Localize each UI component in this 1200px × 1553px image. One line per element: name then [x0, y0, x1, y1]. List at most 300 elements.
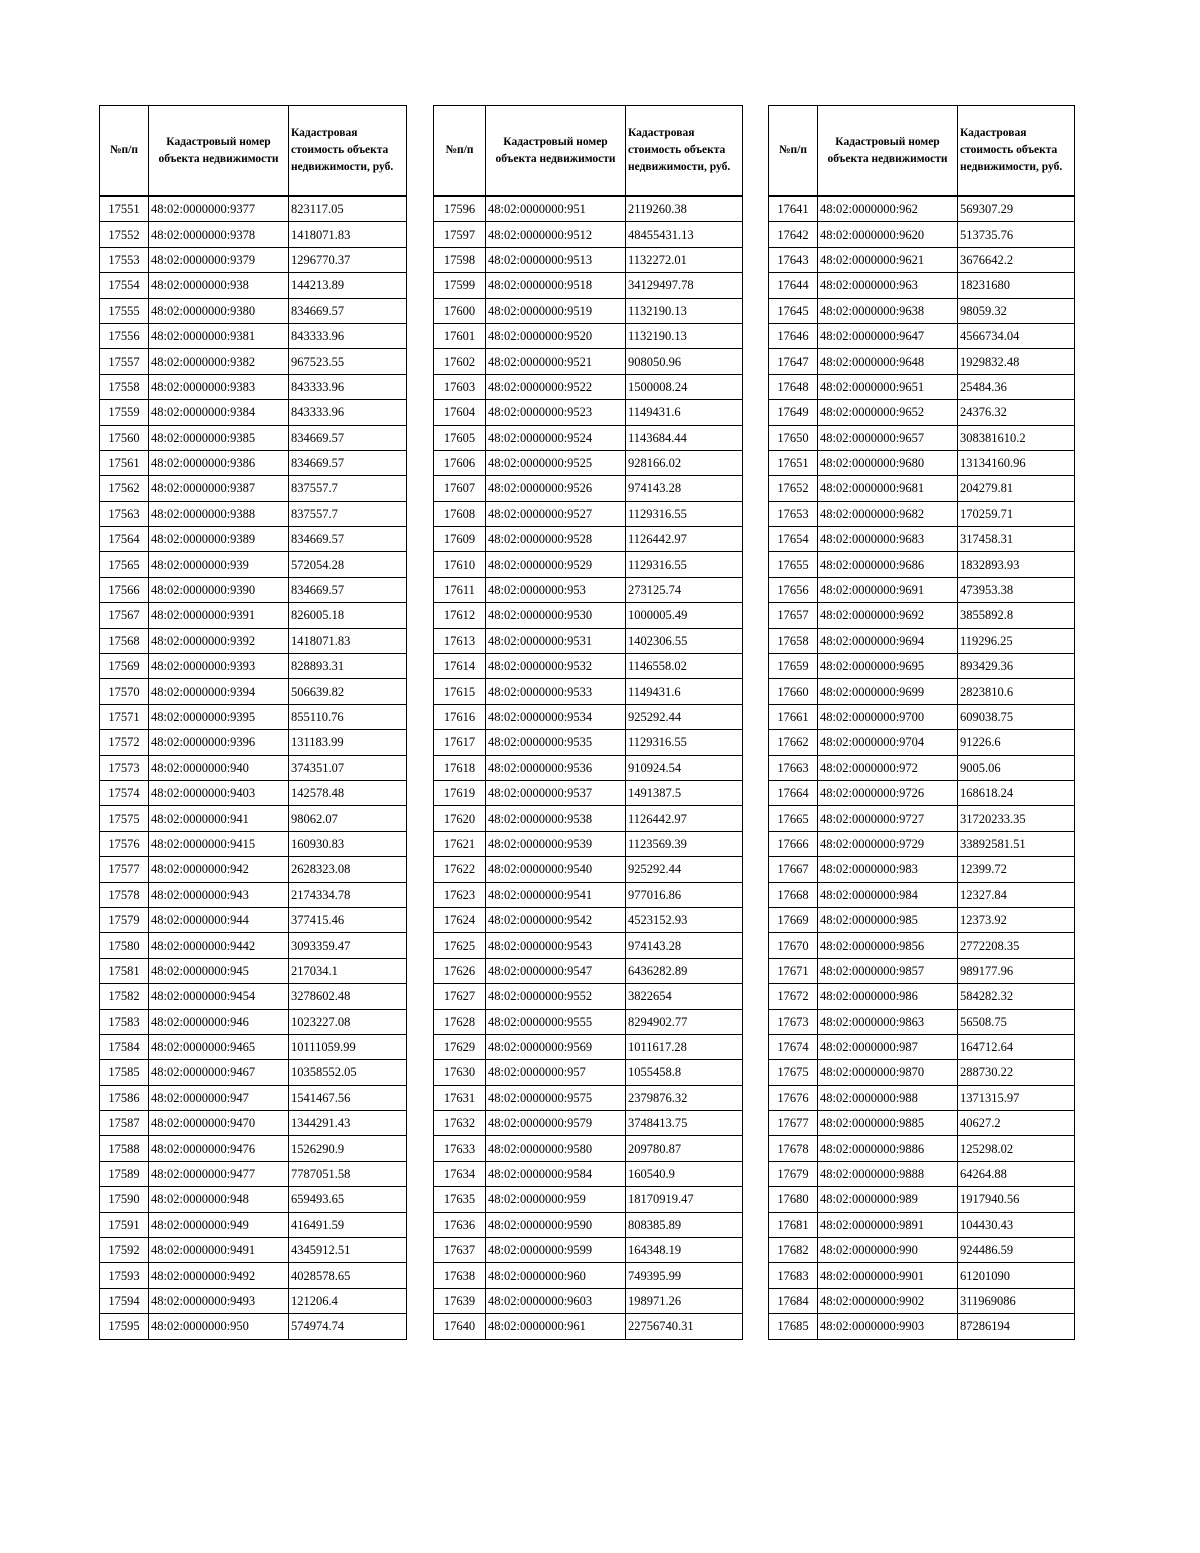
row-number-cell: 17551	[100, 196, 149, 222]
cadastral-value-cell: 10111059.99	[289, 1034, 407, 1059]
cadastral-value-cell: 855110.76	[289, 704, 407, 729]
cadastral-number-cell: 48:02:0000000:9680	[818, 450, 958, 475]
table-row	[434, 755, 743, 780]
cadastral-number-cell: 48:02:0000000:9539	[486, 831, 626, 856]
header-cadastral-number: Кадастровый номер объекта недвижимости	[818, 106, 958, 197]
table-row	[769, 882, 1075, 907]
cadastral-number-cell: 48:02:0000000:9536	[486, 755, 626, 780]
cadastral-value-cell: 834669.57	[289, 527, 407, 552]
table-row	[769, 1085, 1075, 1110]
cadastral-value-cell: 837557.7	[289, 501, 407, 526]
cadastral-number-cell: 48:02:0000000:9901	[818, 1263, 958, 1288]
row-number-cell: 17619	[434, 780, 486, 805]
row-number-cell: 17635	[434, 1187, 486, 1212]
cadastral-value-cell: 168618.24	[958, 780, 1075, 805]
row-number-cell: 17622	[434, 857, 486, 882]
table-row	[100, 984, 407, 1009]
table-row	[434, 527, 743, 552]
cadastral-number-cell: 48:02:0000000:9552	[486, 984, 626, 1009]
cadastral-value-cell: 977016.86	[626, 882, 743, 907]
header-cadastral-value: Кадастровая стоимость объекта недвижимости, руб.	[626, 106, 743, 197]
cadastral-number-cell: 48:02:0000000:9682	[818, 501, 958, 526]
cadastral-value-cell: 1929832.48	[958, 349, 1075, 374]
row-number-cell: 17608	[434, 501, 486, 526]
table-row	[434, 882, 743, 907]
cadastral-value-cell: 989177.96	[958, 958, 1075, 983]
cadastral-number-cell: 48:02:0000000:9694	[818, 628, 958, 653]
cadastral-value-cell: 1126442.97	[626, 527, 743, 552]
cadastral-value-cell: 13134160.96	[958, 450, 1075, 475]
row-number-cell: 17634	[434, 1161, 486, 1186]
cadastral-value-cell: 1526290.9	[289, 1136, 407, 1161]
cadastral-number-cell: 48:02:0000000:9491	[149, 1238, 289, 1263]
header-cadastral-value: Кадастровая стоимость объекта недвижимости, руб.	[958, 106, 1075, 197]
cadastral-number-cell: 48:02:0000000:987	[818, 1034, 958, 1059]
table-row	[769, 1212, 1075, 1237]
row-number-cell: 17673	[769, 1009, 818, 1034]
cadastral-number-cell: 48:02:0000000:9388	[149, 501, 289, 526]
table-row	[769, 1034, 1075, 1059]
cadastral-number-cell: 48:02:0000000:9584	[486, 1161, 626, 1186]
table-row	[769, 755, 1075, 780]
row-number-cell: 17678	[769, 1136, 818, 1161]
row-number-cell: 17603	[434, 374, 486, 399]
cadastral-number-cell: 48:02:0000000:940	[149, 755, 289, 780]
row-number-cell: 17584	[100, 1034, 149, 1059]
cadastral-number-cell: 48:02:0000000:9692	[818, 603, 958, 628]
table-row	[100, 196, 407, 222]
cadastral-number-cell: 48:02:0000000:9651	[818, 374, 958, 399]
row-number-cell: 17604	[434, 400, 486, 425]
table-row	[100, 450, 407, 475]
row-number-cell: 17556	[100, 323, 149, 348]
row-number-cell: 17590	[100, 1187, 149, 1212]
cadastral-value-cell: 3748413.75	[626, 1111, 743, 1136]
table-row	[100, 501, 407, 526]
table-row	[769, 933, 1075, 958]
cadastral-number-cell: 48:02:0000000:988	[818, 1085, 958, 1110]
cadastral-value-cell: 834669.57	[289, 577, 407, 602]
table-row	[434, 501, 743, 526]
cadastral-value-cell: 834669.57	[289, 298, 407, 323]
table-row	[434, 831, 743, 856]
row-number-cell: 17572	[100, 730, 149, 755]
table-row	[100, 374, 407, 399]
row-number-cell: 17564	[100, 527, 149, 552]
cadastral-number-cell: 48:02:0000000:9886	[818, 1136, 958, 1161]
row-number-cell: 17596	[434, 196, 486, 222]
row-number-cell: 17642	[769, 222, 818, 247]
table-header-row	[100, 106, 407, 197]
table-row	[769, 552, 1075, 577]
row-number-cell: 17629	[434, 1034, 486, 1059]
row-number-cell: 17661	[769, 704, 818, 729]
cadastral-number-cell: 48:02:0000000:9575	[486, 1085, 626, 1110]
row-number-cell: 17558	[100, 374, 149, 399]
row-number-cell: 17583	[100, 1009, 149, 1034]
row-number-cell: 17615	[434, 679, 486, 704]
cadastral-number-cell: 48:02:0000000:9525	[486, 450, 626, 475]
table-row	[434, 196, 743, 222]
cadastral-value-cell: 2823810.6	[958, 679, 1075, 704]
cadastral-value-cell: 1344291.43	[289, 1111, 407, 1136]
table-row	[434, 476, 743, 501]
row-number-cell: 17671	[769, 958, 818, 983]
cadastral-number-cell: 48:02:0000000:9492	[149, 1263, 289, 1288]
cadastral-number-cell: 48:02:0000000:9518	[486, 273, 626, 298]
cadastral-number-cell: 48:02:0000000:9380	[149, 298, 289, 323]
row-number-cell: 17587	[100, 1111, 149, 1136]
cadastral-value-cell: 4523152.93	[626, 907, 743, 932]
cadastral-number-cell: 48:02:0000000:9532	[486, 654, 626, 679]
row-number-cell: 17675	[769, 1060, 818, 1085]
cadastral-number-cell: 48:02:0000000:9683	[818, 527, 958, 552]
row-number-cell: 17638	[434, 1263, 486, 1288]
cadastral-number-cell: 48:02:0000000:9543	[486, 933, 626, 958]
table-row	[434, 654, 743, 679]
cadastral-number-cell: 48:02:0000000:960	[486, 1263, 626, 1288]
row-number-cell: 17676	[769, 1085, 818, 1110]
row-number-cell: 17625	[434, 933, 486, 958]
cadastral-number-cell: 48:02:0000000:9389	[149, 527, 289, 552]
table-row	[769, 679, 1075, 704]
table-row	[100, 730, 407, 755]
table-row	[769, 907, 1075, 932]
cadastral-value-cell: 506639.82	[289, 679, 407, 704]
table-row	[769, 831, 1075, 856]
cadastral-value-cell: 121206.4	[289, 1288, 407, 1313]
row-number-cell: 17552	[100, 222, 149, 247]
table-row	[434, 450, 743, 475]
cadastral-number-cell: 48:02:0000000:9391	[149, 603, 289, 628]
cadastral-value-cell: 1023227.08	[289, 1009, 407, 1034]
table-body	[100, 196, 407, 1339]
row-number-cell: 17612	[434, 603, 486, 628]
row-number-cell: 17664	[769, 780, 818, 805]
cadastral-number-cell: 48:02:0000000:9603	[486, 1288, 626, 1313]
row-number-cell: 17569	[100, 654, 149, 679]
cadastral-value-cell: 7787051.58	[289, 1161, 407, 1186]
cadastral-value-cell: 1149431.6	[626, 679, 743, 704]
row-number-cell: 17649	[769, 400, 818, 425]
cadastral-number-cell: 48:02:0000000:953	[486, 577, 626, 602]
cadastral-value-cell: 164712.64	[958, 1034, 1075, 1059]
cadastral-number-cell: 48:02:0000000:9512	[486, 222, 626, 247]
cadastral-number-cell: 48:02:0000000:9381	[149, 323, 289, 348]
cadastral-number-cell: 48:02:0000000:9454	[149, 984, 289, 1009]
header-number: №п/п	[434, 106, 486, 197]
cadastral-value-cell: 974143.28	[626, 476, 743, 501]
cadastral-number-cell: 48:02:0000000:9465	[149, 1034, 289, 1059]
row-number-cell: 17574	[100, 780, 149, 805]
row-number-cell: 17553	[100, 247, 149, 272]
cadastral-value-cell: 12373.92	[958, 907, 1075, 932]
cadastral-value-cell: 924486.59	[958, 1238, 1075, 1263]
table-row	[100, 1161, 407, 1186]
row-number-cell: 17660	[769, 679, 818, 704]
cadastral-value-cell: 204279.81	[958, 476, 1075, 501]
cadastral-value-cell: 513735.76	[958, 222, 1075, 247]
cadastral-number-cell: 48:02:0000000:9699	[818, 679, 958, 704]
cadastral-number-cell: 48:02:0000000:9727	[818, 806, 958, 831]
row-number-cell: 17667	[769, 857, 818, 882]
row-number-cell: 17632	[434, 1111, 486, 1136]
row-number-cell: 17665	[769, 806, 818, 831]
row-number-cell: 17639	[434, 1288, 486, 1313]
row-number-cell: 17595	[100, 1314, 149, 1339]
row-number-cell: 17628	[434, 1009, 486, 1034]
cadastral-number-cell: 48:02:0000000:9691	[818, 577, 958, 602]
row-number-cell: 17677	[769, 1111, 818, 1136]
cadastral-number-cell: 48:02:0000000:9729	[818, 831, 958, 856]
cadastral-value-cell: 834669.57	[289, 450, 407, 475]
cadastral-number-cell: 48:02:0000000:9520	[486, 323, 626, 348]
cadastral-value-cell: 893429.36	[958, 654, 1075, 679]
cadastral-value-cell: 1132190.13	[626, 323, 743, 348]
cadastral-value-cell: 1500008.24	[626, 374, 743, 399]
header-number: №п/п	[100, 106, 149, 197]
table-row	[100, 603, 407, 628]
cadastral-value-cell: 2379876.32	[626, 1085, 743, 1110]
cadastral-number-cell: 48:02:0000000:984	[818, 882, 958, 907]
cadastral-number-cell: 48:02:0000000:9686	[818, 552, 958, 577]
cadastral-number-cell: 48:02:0000000:963	[818, 273, 958, 298]
cadastral-number-cell: 48:02:0000000:9526	[486, 476, 626, 501]
row-number-cell: 17605	[434, 425, 486, 450]
table-row	[769, 349, 1075, 374]
table-row	[769, 1263, 1075, 1288]
table-row	[434, 1060, 743, 1085]
row-number-cell: 17573	[100, 755, 149, 780]
table-row	[769, 628, 1075, 653]
table-row	[100, 527, 407, 552]
cadastral-value-cell: 64264.88	[958, 1161, 1075, 1186]
table-row	[434, 425, 743, 450]
cadastral-number-cell: 48:02:0000000:990	[818, 1238, 958, 1263]
table-row	[434, 298, 743, 323]
cadastral-number-cell: 48:02:0000000:9580	[486, 1136, 626, 1161]
row-number-cell: 17555	[100, 298, 149, 323]
cadastral-value-cell: 609038.75	[958, 704, 1075, 729]
cadastral-value-cell: 749395.99	[626, 1263, 743, 1288]
row-number-cell: 17563	[100, 501, 149, 526]
row-number-cell: 17662	[769, 730, 818, 755]
cadastral-number-cell: 48:02:0000000:989	[818, 1187, 958, 1212]
cadastral-value-cell: 584282.32	[958, 984, 1075, 1009]
row-number-cell: 17594	[100, 1288, 149, 1313]
cadastral-value-cell: 1143684.44	[626, 425, 743, 450]
cadastral-number-cell: 48:02:0000000:9700	[818, 704, 958, 729]
row-number-cell: 17571	[100, 704, 149, 729]
table-row	[100, 806, 407, 831]
cadastral-number-cell: 48:02:0000000:9377	[149, 196, 289, 222]
cadastral-number-cell: 48:02:0000000:9385	[149, 425, 289, 450]
table-row	[100, 552, 407, 577]
row-number-cell: 17588	[100, 1136, 149, 1161]
cadastral-value-cell: 826005.18	[289, 603, 407, 628]
row-number-cell: 17593	[100, 1263, 149, 1288]
row-number-cell: 17620	[434, 806, 486, 831]
table-row	[769, 1136, 1075, 1161]
cadastral-value-cell: 1917940.56	[958, 1187, 1075, 1212]
cadastral-value-cell: 843333.96	[289, 374, 407, 399]
cadastral-value-cell: 843333.96	[289, 400, 407, 425]
cadastral-number-cell: 48:02:0000000:959	[486, 1187, 626, 1212]
row-number-cell: 17554	[100, 273, 149, 298]
cadastral-value-cell: 24376.32	[958, 400, 1075, 425]
row-number-cell: 17579	[100, 907, 149, 932]
cadastral-value-cell: 311969086	[958, 1288, 1075, 1313]
row-number-cell: 17580	[100, 933, 149, 958]
cadastral-value-cell: 377415.46	[289, 907, 407, 932]
cadastral-number-cell: 48:02:0000000:9394	[149, 679, 289, 704]
cadastral-value-cell: 4566734.04	[958, 323, 1075, 348]
table-row	[100, 1009, 407, 1034]
table-row	[100, 222, 407, 247]
row-number-cell: 17565	[100, 552, 149, 577]
cadastral-number-cell: 48:02:0000000:9382	[149, 349, 289, 374]
cadastral-value-cell: 1371315.97	[958, 1085, 1075, 1110]
row-number-cell: 17567	[100, 603, 149, 628]
cadastral-value-cell: 1129316.55	[626, 552, 743, 577]
table-row	[100, 755, 407, 780]
cadastral-value-cell: 2628323.08	[289, 857, 407, 882]
cadastral-value-cell: 10358552.05	[289, 1060, 407, 1085]
cadastral-value-cell: 910924.54	[626, 755, 743, 780]
table-row	[769, 780, 1075, 805]
cadastral-number-cell: 48:02:0000000:9569	[486, 1034, 626, 1059]
cadastral-value-cell: 1000005.49	[626, 603, 743, 628]
cadastral-number-cell: 48:02:0000000:9657	[818, 425, 958, 450]
cadastral-number-cell: 48:02:0000000:9599	[486, 1238, 626, 1263]
cadastral-number-cell: 48:02:0000000:9395	[149, 704, 289, 729]
table-row	[434, 679, 743, 704]
cadastral-number-cell: 48:02:0000000:9393	[149, 654, 289, 679]
cadastral-number-cell: 48:02:0000000:9726	[818, 780, 958, 805]
table-row	[434, 1314, 743, 1339]
row-number-cell: 17685	[769, 1314, 818, 1339]
row-number-cell: 17653	[769, 501, 818, 526]
cadastral-value-cell: 1011617.28	[626, 1034, 743, 1059]
cadastral-number-cell: 48:02:0000000:9415	[149, 831, 289, 856]
cadastral-number-cell: 48:02:0000000:9538	[486, 806, 626, 831]
cadastral-number-cell: 48:02:0000000:9638	[818, 298, 958, 323]
cadastral-value-cell: 823117.05	[289, 196, 407, 222]
cadastral-value-cell: 1402306.55	[626, 628, 743, 653]
row-number-cell: 17644	[769, 273, 818, 298]
table-row	[434, 1085, 743, 1110]
cadastral-value-cell: 828893.31	[289, 654, 407, 679]
table-row	[434, 1263, 743, 1288]
cadastral-value-cell: 40627.2	[958, 1111, 1075, 1136]
cadastral-value-cell: 98059.32	[958, 298, 1075, 323]
row-number-cell: 17575	[100, 806, 149, 831]
table-row	[434, 273, 743, 298]
table-row	[769, 425, 1075, 450]
cadastral-number-cell: 48:02:0000000:9888	[818, 1161, 958, 1186]
row-number-cell: 17559	[100, 400, 149, 425]
cadastral-number-cell: 48:02:0000000:944	[149, 907, 289, 932]
cadastral-number-cell: 48:02:0000000:941	[149, 806, 289, 831]
row-number-cell: 17613	[434, 628, 486, 653]
cadastral-number-cell: 48:02:0000000:9681	[818, 476, 958, 501]
table-row	[769, 1009, 1075, 1034]
cadastral-value-cell: 569307.29	[958, 196, 1075, 222]
row-number-cell: 17561	[100, 450, 149, 475]
row-number-cell: 17643	[769, 247, 818, 272]
cadastral-value-cell: 2772208.35	[958, 933, 1075, 958]
row-number-cell: 17610	[434, 552, 486, 577]
cadastral-value-cell: 1132272.01	[626, 247, 743, 272]
cadastral-value-cell: 317458.31	[958, 527, 1075, 552]
table-row	[769, 1161, 1075, 1186]
table-row	[434, 1238, 743, 1263]
cadastral-number-cell: 48:02:0000000:983	[818, 857, 958, 882]
table-row	[434, 1136, 743, 1161]
table-row	[769, 1111, 1075, 1136]
row-number-cell: 17669	[769, 907, 818, 932]
row-number-cell: 17597	[434, 222, 486, 247]
table-row	[100, 1060, 407, 1085]
row-number-cell: 17679	[769, 1161, 818, 1186]
cadastral-number-cell: 48:02:0000000:9524	[486, 425, 626, 450]
table-row	[434, 349, 743, 374]
cadastral-value-cell: 3676642.2	[958, 247, 1075, 272]
cadastral-value-cell: 416491.59	[289, 1212, 407, 1237]
row-number-cell: 17609	[434, 527, 486, 552]
table-row	[434, 552, 743, 577]
cadastral-value-cell: 8294902.77	[626, 1009, 743, 1034]
table-row	[434, 907, 743, 932]
table-row	[769, 450, 1075, 475]
table-row	[434, 1212, 743, 1237]
cadastral-number-cell: 48:02:0000000:9652	[818, 400, 958, 425]
cadastral-value-cell: 4345912.51	[289, 1238, 407, 1263]
table-row	[100, 704, 407, 729]
row-number-cell: 17600	[434, 298, 486, 323]
cadastral-value-cell: 25484.36	[958, 374, 1075, 399]
row-number-cell: 17652	[769, 476, 818, 501]
cadastral-value-cell: 659493.65	[289, 1187, 407, 1212]
cadastral-value-cell: 217034.1	[289, 958, 407, 983]
cadastral-number-cell: 48:02:0000000:943	[149, 882, 289, 907]
cadastral-number-cell: 48:02:0000000:9902	[818, 1288, 958, 1313]
cadastral-value-cell: 1418071.83	[289, 222, 407, 247]
row-number-cell: 17566	[100, 577, 149, 602]
row-number-cell: 17683	[769, 1263, 818, 1288]
table-row	[100, 1238, 407, 1263]
cadastral-number-cell: 48:02:0000000:948	[149, 1187, 289, 1212]
table-row	[769, 273, 1075, 298]
table-row	[434, 730, 743, 755]
table-row	[769, 1060, 1075, 1085]
row-number-cell: 17672	[769, 984, 818, 1009]
cadastral-value-cell: 3822654	[626, 984, 743, 1009]
table-row	[434, 1009, 743, 1034]
cadastral-value-cell: 808385.89	[626, 1212, 743, 1237]
cadastral-number-cell: 48:02:0000000:9378	[149, 222, 289, 247]
cadastral-number-cell: 48:02:0000000:9870	[818, 1060, 958, 1085]
cadastral-value-cell: 574974.74	[289, 1314, 407, 1339]
table-row	[100, 1288, 407, 1313]
table-row	[769, 730, 1075, 755]
table-row	[100, 1034, 407, 1059]
cadastral-number-cell: 48:02:0000000:9863	[818, 1009, 958, 1034]
cadastral-value-cell: 837557.7	[289, 476, 407, 501]
row-number-cell: 17657	[769, 603, 818, 628]
row-number-cell: 17592	[100, 1238, 149, 1263]
cadastral-value-cell: 4028578.65	[289, 1263, 407, 1288]
